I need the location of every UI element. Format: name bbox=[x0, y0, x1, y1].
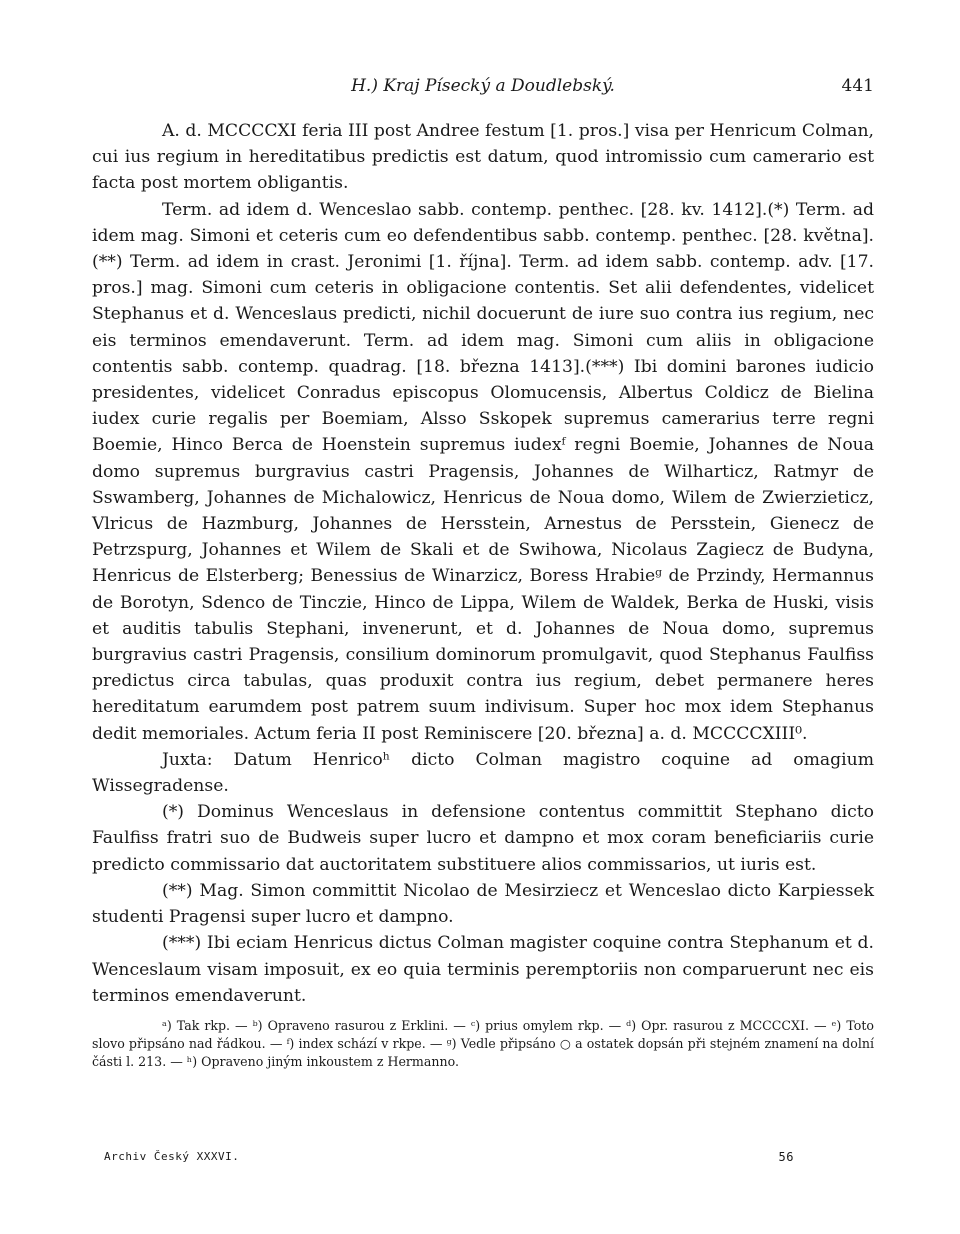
running-head bbox=[92, 70, 874, 100]
note-3: (***) Ibi eciam Henricus dictus Colman magister coquine contra Stephanum et d. Wenceslaum visam imposuit, ex eo quia terminis peremptoriis non comparuerunt nec eis terminos emendaverunt. bbox=[92, 933, 874, 1006]
page bbox=[92, 70, 874, 1071]
note-1: (*) Dominus Wenceslaus in defensione contentus committit Stephano dicto Faulfiss fratri suo de Budweis super lucro et dampno et mox coram beneficiariis curie predicto commissario dat auctoritatem substituere alios commissarios, ut iuris est. bbox=[92, 802, 874, 875]
notes bbox=[92, 799, 874, 1009]
note-2: (**) Mag. Simon committit Nicolao de Mesirziecz et Wenceslao dicto Karpiessek studenti Pragensi super lucro et dampno. bbox=[92, 880, 874, 928]
body-paragraph-1: A. d. MCCCCXI feria III post Andree festum [1. pros.] visa per Henricum Colman, cui ius regium in hereditatibus predictis est datum, quod intromissio cum camerario est facta post mortem obligantis. bbox=[92, 121, 874, 194]
critical-apparatus bbox=[92, 1017, 874, 1071]
signature-mark: Archiv Český XXXVI. bbox=[104, 1150, 240, 1163]
sheet-number: 56 bbox=[778, 1150, 794, 1164]
body-paragraph-3: Juxta: Datum Henricoʰ dicto Colman magistro coquine ad omagium Wissegradense. bbox=[92, 749, 874, 797]
page-title: H.) Kraj Písecký a Doudlebský. bbox=[351, 76, 615, 96]
apparatus-text: ᵃ) Tak rkp. — ᵇ) Opraveno rasurou z Erklini. — ᶜ) prius omylem rkp. — ᵈ) Opr. rasurou z MCCCCXI. — ᵉ) Toto slovo připsáno nad řádkou. — ᶠ) index schází v rkpe. — ᵍ) Vedle připsáno ○ a ostatek dopsán při stejném znamení na dolní části l. 213. — ʰ) Opraveno jiným inkoustem z Hermanno. bbox=[92, 1017, 874, 1069]
body-paragraph-2: Term. ad idem d. Wenceslao sabb. contemp. penthec. [28. kv. 1412].(*) Term. ad idem mag. Simoni et ceteris cum eo defendentibus sabb. contemp. penthec. [28. května].(**) Term. ad idem in crast. Jeronimi [1. října]. Term. ad idem sabb. contemp. adv. [17. pros.] mag. Simoni cum ceteris in obligacione contentis. Set alii defendentes, videlicet Stephanus et d. Wenceslaus predicti, nichil docuerunt de iure suo contra ius regium, nec eis terminos emendaverunt. Term. ad idem mag. Simoni cum aliis in obligacione contentis sabb. contemp. quadrag. [18. března 1413].(***) Ibi domini barones iudicio presidentes, videlicet Conradus episcopus Olomucensis, Albertus Coldicz de Bielina iudex curie regalis per Boemiam, Alsso Sskopek supremus camerarius terre regni Boemie, Hinco Berca de Hoenstein supremus iudexᶠ regni Boemie, Johannes de Noua domo supremus burgravius castri Pragensis, Johannes de Wilharticz, Ratmyr de Sswamberg, Johannes de Michalowicz, Henricus de Noua domo, Wilem de Zwierzieticz, Vlricus de Hazmburg, Johannes de Hersstein, Arnestus de Persstein, Gienecz de Petrzspurg, Johannes et Wilem de Skali et de Swihowa, Nicolaus Zagiecz de Budyna, Henricus de Elsterberg; Benessius de Winarzicz, Boress Hrabieᵍ de Przindy, Hermannus de Borotyn, Sdenco de Tinczie, Hinco de Lippa, Wilem de Waldek, Berka de Huski, visis et auditis tabulis Stephani, invenerunt, et d. Johannes de Noua domo, supremus burgravius castri Pragensis, consilium dominorum promulgavit, quod Stephanus Faulfiss predictus circa tabulas, quas produxit contra ius regium, debet permanere heres hereditatum earumdem post patrem suum indivisum. Super hoc mox idem Stephanus dedit memoriales. Actum feria II post Reminiscere [20. března] a. d. MCCCCXIII⁰. bbox=[92, 199, 874, 744]
page-number: 441 bbox=[841, 76, 874, 96]
footer bbox=[92, 1150, 874, 1170]
